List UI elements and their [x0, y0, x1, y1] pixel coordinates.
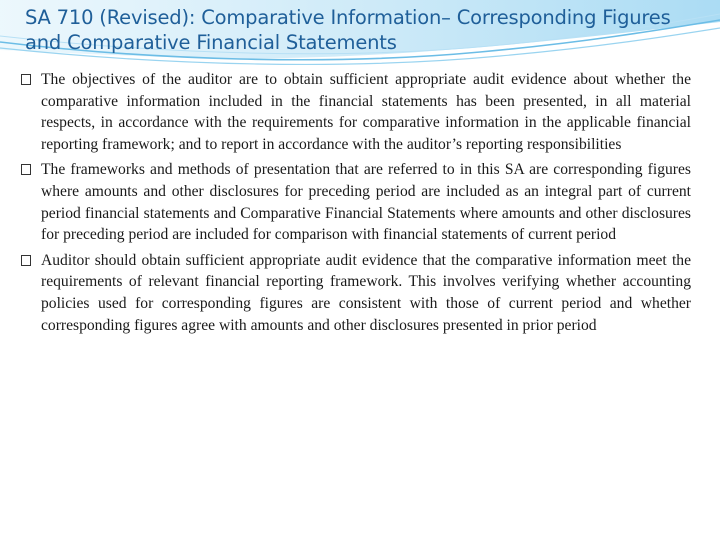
bullet-item [20, 159, 691, 245]
square-bullet-icon [21, 74, 31, 85]
bullet-text: The frameworks and methods of presentation that are referred to in this SA are corresponding figures where amounts and other disclosures for preceding period are included as an integral part of current period financial statements and Comparative Financial Statements where amounts and other disclosures for preceding period are included for comparison with financial statements of current period [41, 161, 691, 244]
bullet-text: The objectives of the auditor are to obtain sufficient appropriate audit evidence about whether the comparative information included in the financial statements has been presented, in all material respects, in accordance with the requirements for comparative information in the applicable financial reporting framework; and to report in accordance with the auditor’s reporting responsibilities [41, 71, 691, 153]
square-bullet-icon [21, 164, 31, 175]
bullet-text: Auditor should obtain sufficient appropriate audit evidence that the comparative information meet the requirements of relevant financial reporting framework. This involves verifying whether accounting policies used for corresponding figures are consistent with those of current period and whether corresponding figures agree with amounts and other disclosures presented in prior period [41, 251, 691, 334]
square-bullet-icon [21, 255, 31, 266]
slide-title: SA 710 (Revised): Comparative Information– Corresponding Figures and Comparative Financial Statements [25, 6, 671, 54]
bullet-item [20, 250, 691, 336]
bullet-list [20, 69, 691, 340]
bullet-item [20, 69, 691, 155]
